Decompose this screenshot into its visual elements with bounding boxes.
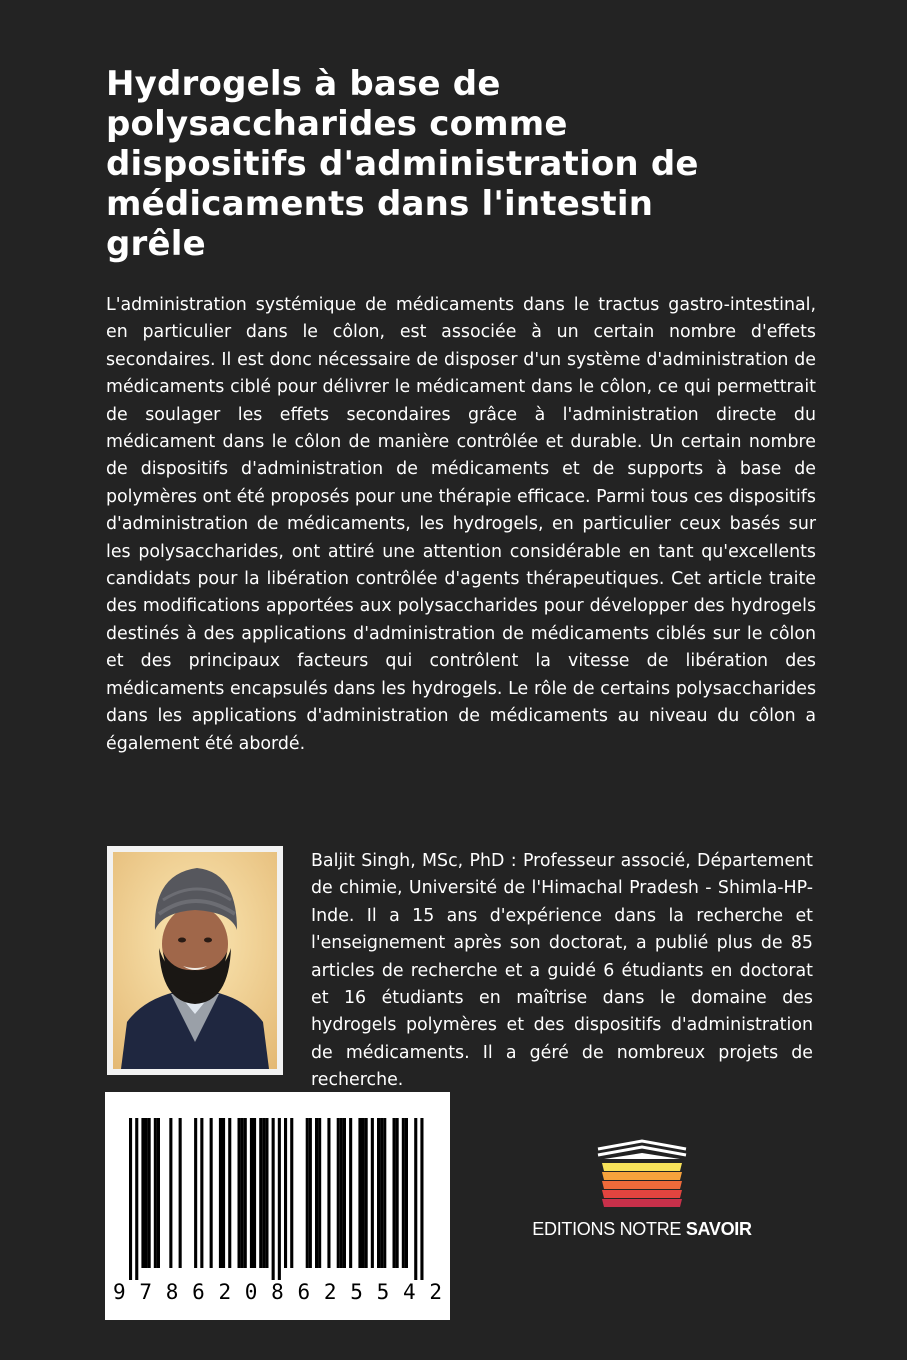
barcode-bar	[327, 1118, 330, 1268]
barcode-bar	[290, 1118, 293, 1268]
barcode-bar	[250, 1118, 253, 1268]
isbn-digit: 7	[139, 1280, 154, 1304]
barcode-bar	[396, 1118, 399, 1268]
isbn-digit: 2	[429, 1280, 443, 1304]
barcode-bar	[145, 1118, 148, 1268]
isbn-digit: 5	[376, 1280, 391, 1304]
barcode-bar	[343, 1118, 346, 1268]
barcode-bar	[253, 1118, 256, 1268]
title-line: médicaments dans l'intestin	[106, 184, 654, 224]
logo-book-layer	[602, 1163, 682, 1171]
logo-book-layer	[602, 1172, 682, 1180]
isbn-digit: 2	[218, 1280, 233, 1304]
barcode-bar	[306, 1118, 309, 1268]
publisher-name-regular: EDITIONS NOTRE	[532, 1219, 686, 1239]
barcode-bar	[228, 1118, 231, 1268]
isbn-barcode	[105, 1092, 450, 1320]
barcode-bar	[148, 1118, 151, 1268]
barcode-bar	[210, 1118, 213, 1268]
isbn-digit: 2	[323, 1280, 338, 1304]
barcode-bar	[365, 1118, 368, 1268]
title-line: dispositifs d'administration de	[106, 144, 699, 184]
barcode-bar	[362, 1118, 365, 1268]
barcode-bar	[141, 1118, 144, 1268]
barcode-bar	[318, 1118, 321, 1268]
isbn-digit: 8	[271, 1280, 285, 1304]
barcode-bars	[105, 1092, 450, 1282]
barcode-bar	[309, 1118, 312, 1268]
author-portrait-image	[113, 852, 277, 1069]
barcode-bar	[241, 1118, 244, 1268]
publisher-logo	[532, 1137, 752, 1249]
barcode-bar	[265, 1118, 268, 1268]
barcode-bar	[420, 1118, 423, 1280]
logo-book-layer	[602, 1190, 682, 1198]
barcode-bar	[337, 1118, 340, 1268]
book-summary: L'administration systémique de médicaments dans le tractus gastro-intestinal, en particulier dans le côlon, est associée à un certain nombre d'effets secondaires. Il est donc nécessaire de disposer d'un système d'administration de médicaments ciblé pour délivrer le médicament dans le côlon, ce qui permettrait de soulager les effets secondaires grâce à l'administration directe du médicament dans le côlon de manière contrôlée et durable. Un certain nombre de dispositifs d'administration de médicaments et de supports à base de polymères ont été proposés pour une thérapie efficace. Parmi tous ces dispositifs d'administration de médicaments, les hydrogels, en particulier ceux basés sur les polysaccharides, ont attiré une attention considérable en tant qu'excellents candidats pour la libération contrôlée d'agents thérapeutiques. Cet article traite des modifications apportées aux polysaccharides pour développer des hydrogels destinés à des applications d'administration de médicaments ciblés sur le côlon et des principaux facteurs qui contrôlent la vitesse de libération des médicaments encapsulés dans les hydrogels. Le rôle de certains polysaccharides dans les applications d'administration de médicaments au niveau du côlon a également été abordé.	[106, 295, 816, 754]
barcode-bar	[358, 1118, 361, 1268]
barcode-bar	[194, 1118, 197, 1268]
barcode-bar	[272, 1118, 275, 1280]
barcode-bar	[262, 1118, 265, 1268]
isbn-digits	[113, 1280, 443, 1304]
barcode-bar	[371, 1118, 374, 1268]
book-stack-icon	[594, 1137, 690, 1211]
isbn-digit: 8	[165, 1280, 180, 1304]
barcode-bar	[278, 1118, 281, 1280]
publisher-name-bold: SAVOIR	[685, 1219, 752, 1239]
publisher-name	[532, 1219, 752, 1240]
barcode-bar	[377, 1118, 380, 1268]
isbn-digit: 0	[244, 1280, 259, 1304]
barcode-bar	[244, 1118, 247, 1268]
barcode-bar	[349, 1118, 352, 1268]
barcode-bar	[169, 1118, 172, 1268]
barcode-bar	[238, 1118, 241, 1268]
barcode-bar	[157, 1118, 160, 1268]
logo-book-layer	[602, 1181, 682, 1189]
barcode-bar	[154, 1118, 157, 1268]
title-line: polysaccharides comme	[106, 104, 568, 144]
author-photo	[107, 846, 283, 1075]
barcode-bar	[219, 1118, 222, 1268]
author-bio: Baljit Singh, MSc, PhD : Professeur associé, Département de chimie, Université de l'Himachal Pradesh - Shimla-HP-Inde. Il a 15 ans d'expérience dans la recherche et l'enseignement après son doctorat, a publié plus de 85 articles de recherche et a guidé 6 étudiants en doctorat et 16 étudiants en maîtrise dans le domaine des hydrogels polymères et des dispositifs d'administration de médicaments. Il a géré de nombreux projets de recherche.	[311, 851, 813, 1091]
title-line: Hydrogels à base de	[106, 64, 501, 104]
barcode-bar	[222, 1118, 225, 1268]
isbn-digit: 4	[402, 1280, 417, 1304]
barcode-bar	[393, 1118, 396, 1268]
barcode-bar	[200, 1118, 203, 1268]
barcode-bar	[135, 1118, 138, 1280]
isbn-digit: 6	[192, 1280, 206, 1304]
barcode-bar	[129, 1118, 132, 1280]
isbn-digit: 6	[297, 1280, 312, 1304]
barcode-bar	[402, 1118, 405, 1268]
barcode-bar	[405, 1118, 408, 1268]
barcode-bar	[179, 1118, 182, 1268]
barcode-bar	[383, 1118, 386, 1268]
barcode-bar	[414, 1118, 417, 1280]
title-line: grêle	[106, 224, 206, 264]
barcode-bar	[315, 1118, 318, 1268]
isbn-digit: 9	[113, 1280, 127, 1304]
isbn-digit: 5	[350, 1280, 364, 1304]
book-title	[106, 64, 786, 264]
barcode-bar	[340, 1118, 343, 1268]
barcode-bar	[284, 1118, 287, 1268]
logo-book-layer	[602, 1199, 682, 1207]
barcode-bar	[380, 1118, 383, 1268]
barcode-bar	[259, 1118, 262, 1268]
